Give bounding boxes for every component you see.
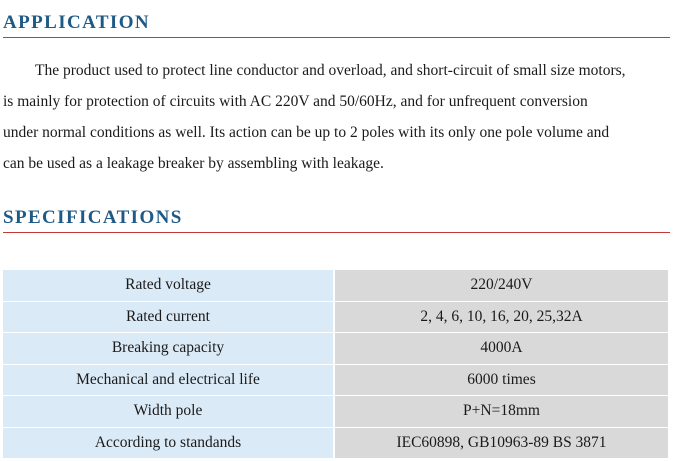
paragraph-line: under normal conditions as well. Its action can be up to 2 poles with its only one pole volume and — [3, 124, 610, 141]
table-row — [3, 301, 668, 333]
spec-value: 2, 4, 6, 10, 16, 20, 25,32A — [334, 301, 668, 333]
table-row — [3, 333, 668, 365]
spec-value: 4000A — [334, 333, 668, 365]
application-paragraph — [3, 55, 670, 179]
table-row — [3, 427, 668, 458]
spec-value: 6000 times — [334, 364, 668, 396]
spec-value: P+N=18mm — [334, 396, 668, 428]
spec-label: Rated current — [3, 301, 334, 333]
specifications-divider — [3, 232, 670, 233]
spec-label: Rated voltage — [3, 270, 334, 302]
application-divider — [3, 37, 670, 38]
table-row — [3, 396, 668, 428]
table-row — [3, 270, 668, 302]
paragraph-line: is mainly for protection of circuits with AC 220V and 50/60Hz, and for unfrequent conversion — [3, 93, 588, 110]
spec-value: 220/240V — [334, 270, 668, 302]
spec-value: IEC60898, GB10963-89 BS 3871 — [334, 427, 668, 458]
application-heading: APPLICATION — [3, 12, 150, 33]
spec-label: Mechanical and electrical life — [3, 364, 334, 396]
specifications-heading: SPECIFICATIONS — [3, 207, 183, 228]
spec-label: Width pole — [3, 396, 334, 428]
table-row — [3, 364, 668, 396]
paragraph-line: can be used as a leakage breaker by assembling with leakage. — [3, 155, 384, 172]
paragraph-line: The product used to protect line conductor and overload, and short-circuit of small size motors, — [35, 62, 626, 79]
spec-label: According to standands — [3, 427, 334, 458]
specifications-table — [3, 269, 668, 458]
spec-label: Breaking capacity — [3, 333, 334, 365]
